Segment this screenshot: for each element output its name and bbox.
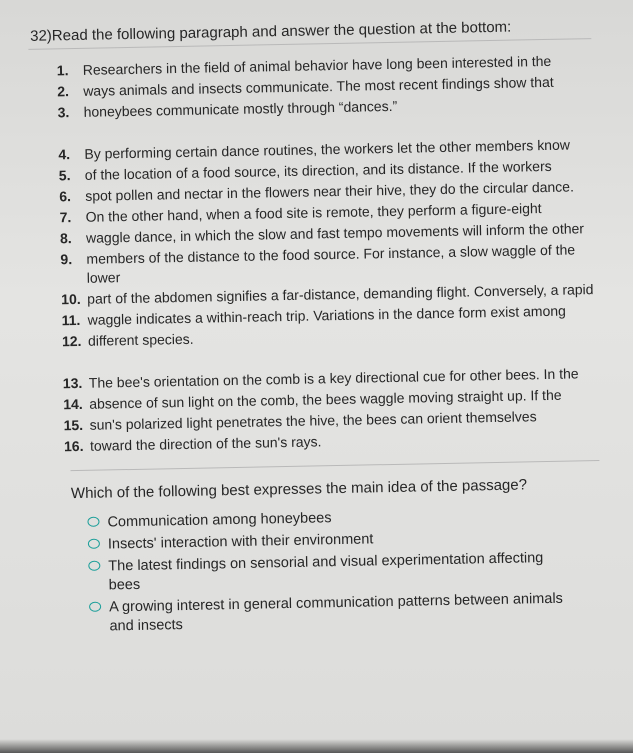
answer-options <box>87 504 618 637</box>
radio-button-icon[interactable] <box>88 561 100 571</box>
line-number: 12. <box>61 332 82 350</box>
line-text: Researchers in the field of animal behavior have long been interested in the <box>82 52 552 78</box>
radio-button-icon[interactable] <box>88 539 100 549</box>
passage <box>23 51 615 457</box>
line-number: 10. <box>61 290 81 308</box>
line-number: 6. <box>59 188 72 205</box>
line-number: 2. <box>57 83 70 100</box>
line-number: 5. <box>58 167 71 184</box>
line-text: By performing certain dance routines, the workers let the other members know <box>84 136 571 162</box>
line-text: of the location of a food source, its direction, and its distance. If the workers <box>84 157 552 183</box>
line-text: sun's polarized light penetrates the hive, the bees can orient themselves <box>89 408 537 433</box>
question-number: 32) <box>29 27 53 45</box>
line-number: 13. <box>62 374 83 392</box>
line-text: toward the direction of the sun's rays. <box>89 433 322 454</box>
line-text: waggle dance, in which the slow and fast tempo movements will inform the other <box>85 220 585 246</box>
line-number: 1. <box>56 62 69 79</box>
line-text: honeybees communicate mostly through “dances.” <box>83 97 398 120</box>
line-number: 14. <box>63 395 83 413</box>
line-text: different species. <box>87 330 194 349</box>
line-number: 16. <box>63 437 84 455</box>
line-text: On the other hand, when a food site is remote, they perform a figure-eight <box>85 200 542 225</box>
answer-option-3[interactable] <box>88 548 618 596</box>
line-text: ways animals and insects communicate. The most recent findings show that <box>83 73 554 99</box>
line-text: waggle indicates a within-reach trip. Variations in the dance form exist among <box>87 302 567 328</box>
worksheet <box>22 17 619 641</box>
line-text: spot pollen and nectar in the flowers near their hive, they do the circular dance. <box>85 178 575 204</box>
line-text: absence of sun light on the comb, the bees waggle moving straight up. If the <box>89 386 562 412</box>
answer-option-label: Communication among honeybees <box>107 510 332 531</box>
line-number: 8. <box>59 230 72 247</box>
line-text: part of the abdomen signifies a far-distance, demanding flight. Conversely, a rapid <box>87 281 594 307</box>
answer-option-label: The latest findings on sensorial and visual experimentation affecting bees <box>108 550 544 594</box>
radio-button-icon[interactable] <box>87 517 99 527</box>
line-number: 15. <box>63 416 84 434</box>
radio-button-icon[interactable] <box>89 602 101 612</box>
line-number: 7. <box>59 209 72 226</box>
answer-option-label: A growing interest in general communication patterns between animals and insects <box>108 590 563 635</box>
line-number: 4. <box>58 146 71 163</box>
line-text: The bee's orientation on the comb is a key directional cue for other bees. In the <box>88 365 579 391</box>
line-number: 11. <box>61 311 81 329</box>
line-number: 9. <box>60 251 73 268</box>
line-number: 3. <box>57 104 70 121</box>
answer-option-label: Insects' interaction with their environment <box>107 531 374 553</box>
question-header <box>30 17 607 45</box>
answer-option-4[interactable] <box>89 589 619 637</box>
question-instruction: Read the following paragraph and answer the question at the bottom: <box>51 18 512 45</box>
bottom-divider <box>70 460 599 471</box>
line-text: members of the distance to the food source. For instance, a slow waggle of the lower <box>86 241 576 286</box>
question-prompt: Which of the following best expresses the main idea of the passage? <box>70 476 528 503</box>
photo-bottom-shadow <box>0 739 633 753</box>
